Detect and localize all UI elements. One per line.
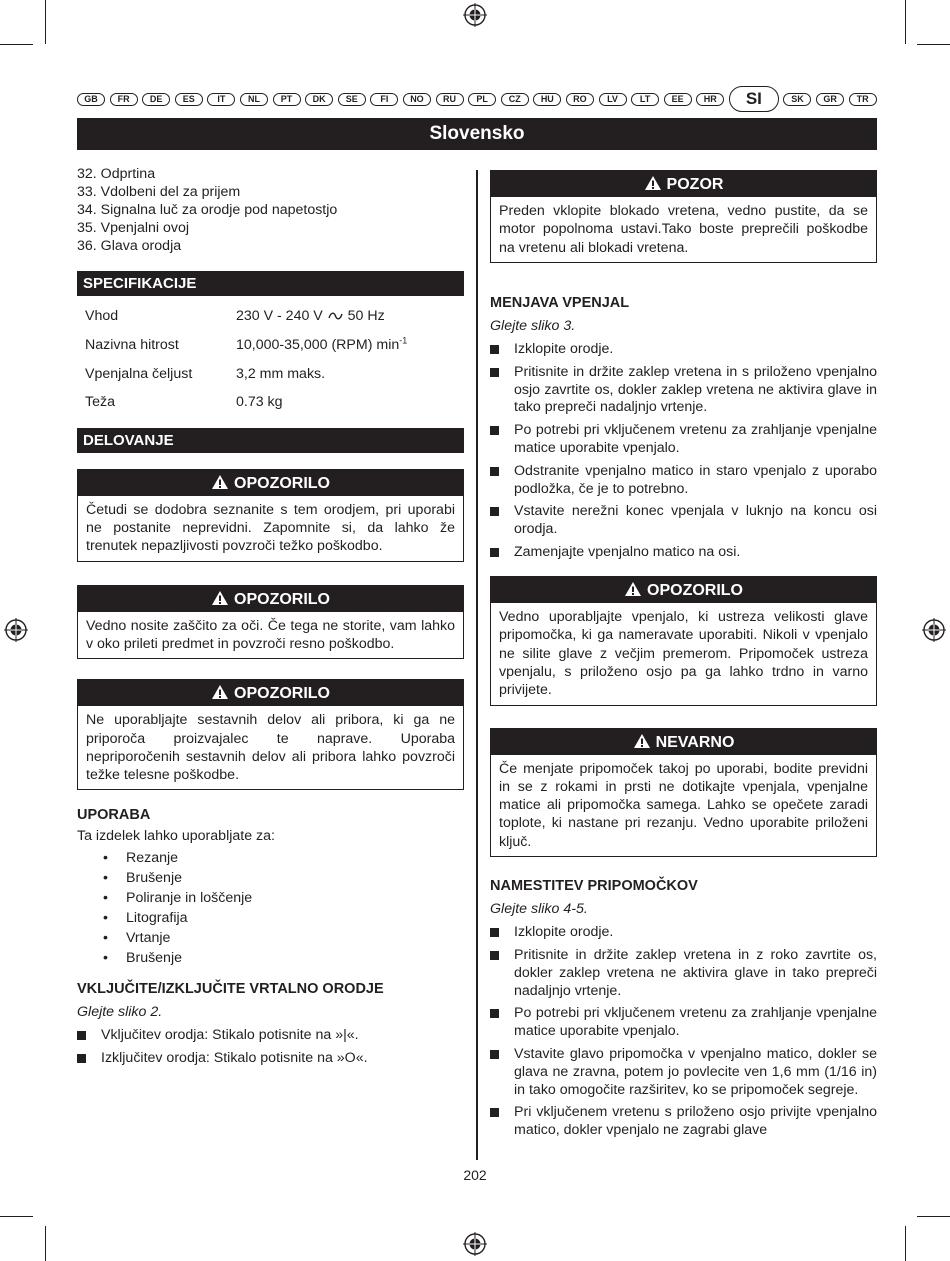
crop-mark [917,44,950,45]
crop-mark [0,44,33,45]
language-ru: RU [436,93,464,106]
language-de: DE [142,93,170,106]
list-item: Izključitev orodja: Stikalo potisnite na »O«. [77,1050,464,1068]
list-item: Izklopite orodje. [490,341,877,359]
spec-label: Vhod [85,308,119,325]
language-ee: EE [664,93,692,106]
figure-reference: Glejte sliko 4-5. [490,901,588,918]
language-fi: FI [370,93,398,106]
list-item: Pri vključenem vretenu s priloženo osjo privijte vpenjalno matico, dokler vpenjalo ne zagrabi glave [490,1104,877,1140]
warning-title: OPOZORILO [78,680,463,706]
warning-triangle-icon [211,684,229,700]
warning-triangle-icon [644,175,662,191]
danger-text: Če menjate pripomoček takoj po uporabi, bodite previdni in se z rokami in prsti ne dotikajte vpenjala, vpenjalne matice ali pripomočka samega. Lahko se opečete zaradi toplote, ki nastane pri rezanju. Vedno uporabite priloženi ključ. [499,760,868,850]
language-tr: TR [849,93,877,106]
crop-mark [45,1226,46,1261]
spec-row [85,359,464,388]
warning-box [77,469,464,562]
list-item: 36. Glava orodja [77,238,182,254]
right-column [490,170,877,1145]
language-si: SI [729,86,779,112]
warning-text: Vedno uporabljajte vpenjalo, ki ustreza velikosti glave pripomočka, ki ga nameravate uporabiti. Nikoli v vpenjalo ne silite glave z večjim premerom. Pripomoček ustreza vpenjalu, s priloženo osjo pa ga lahko trdno in varno privijete. [499,609,868,699]
warning-box [490,576,877,705]
spec-value: 0.73 kg [236,394,283,411]
list-item: • Litografija [103,910,188,927]
switch-heading: VKLJUČITE/IZKLJUČITE VRTALNO ORODJE [77,981,384,998]
list-item: • Vrtanje [103,930,171,947]
list-item: Zamenjajte vpenjalno matico na osi. [490,544,877,562]
collet-steps [490,341,877,562]
language-cz: CZ [501,93,529,106]
language-nl: NL [240,93,268,106]
spec-label: Nazivna hitrost [85,337,179,354]
danger-title: NEVARNO [491,729,876,755]
registration-mark-icon [463,1232,487,1256]
caution-box [490,170,877,263]
list-item: 33. Vdolbeni del za prijem [77,184,241,200]
crop-mark [917,1216,950,1217]
spec-row [85,331,464,360]
list-item: Vključitev orodja: Stikalo potisnite na »|«. [77,1027,464,1045]
page-title: Slovensko [77,118,877,150]
list-item: 35. Vpenjalni ovoj [77,220,190,236]
list-item: 32. Odprtina [77,166,156,182]
parts-list [77,165,464,255]
accessory-heading: NAMESTITEV PRIPOMOČKOV [490,878,698,895]
language-hr: HR [696,93,724,106]
language-lv: LV [599,93,627,106]
crop-mark [45,0,46,44]
warning-text: Četudi se dodobra seznanite s tem orodjem, pri uporabi ne postanite neprevidni. Zapomnite si, da lahko že trenutek nepazljivosti povzroči težko poškodbo. [86,501,455,555]
usage-list [103,849,464,969]
ac-current-icon [328,311,343,321]
language-es: ES [175,93,203,106]
warning-triangle-icon [633,733,651,749]
danger-box [490,728,877,857]
figure-reference: Glejte sliko 2. [77,1004,163,1021]
spec-label: Teža [85,394,115,411]
spec-row [85,388,464,417]
spec-label: Vpenjalna čeljust [85,365,193,382]
language-se: SE [338,93,366,106]
warning-box [77,679,464,790]
page-number: 202 [463,1167,487,1183]
language-gr: GR [816,93,844,106]
language-no: NO [403,93,431,106]
operation-heading: DELOVANJE [77,428,464,453]
language-pt: PT [273,93,301,106]
warning-text: Ne uporabljajte sestavnih delov ali pribora, ki ga ne priporoča proizvajalec te naprave. Uporaba nepriporočenih sestavnih delov ali pribora lahko povzroči težke telesne poškodbe. [86,712,455,784]
spec-value: 3,2 mm maks. [236,365,326,382]
usage-heading: UPORABA [77,807,151,824]
spec-value: 230 V - 240 V 50 Hz [236,308,385,325]
language-lt: LT [631,93,659,106]
registration-mark-icon [4,618,28,642]
warning-title: OPOZORILO [491,577,876,603]
spec-value: 10,000-35,000 (RPM) $\min^{-1}$ [236,335,408,354]
switch-list [77,1027,464,1068]
list-item: • Rezanje [103,850,179,867]
registration-mark-icon [463,3,487,27]
list-item: • Brušenje [103,870,182,887]
figure-reference: Glejte sliko 3. [490,317,576,334]
warning-triangle-icon [211,474,229,490]
list-item: 34. Signalna luč za orodje pod napetostjo [77,202,338,218]
warning-triangle-icon [624,581,642,597]
language-ro: RO [566,93,594,106]
usage-intro: Ta izdelek lahko uporabljate za: [77,828,275,845]
list-item: Po potrebi pri vključenem vretenu za zrahljanje vpenjalne matice uporabite vpenjalo. [490,422,877,458]
crop-mark [905,1226,906,1261]
language-dk: DK [305,93,333,106]
language-pl: PL [468,93,496,106]
crop-mark [0,1216,33,1217]
list-item: Odstranite vpenjalno matico in staro vpenjalo z uporabo podložka, če je to potrebno. [490,463,877,499]
language-fr: FR [110,93,138,106]
caution-text: Preden vklopite blokado vretena, vedno pustite, da se motor popolnoma ustavi.Tako boste preprečili poškodbe na vretenu ali blokadi vretena. [499,203,868,256]
language-hu: HU [533,93,561,106]
accessory-steps [490,924,877,1140]
warning-text: Vedno nosite zaščito za oči. Če tega ne storite, vam lahko v oko prileti predmet in povzroči resno poškodbo. [86,617,455,652]
collet-heading: MENJAVA VPENJAL [490,294,630,311]
column-divider [476,170,478,1160]
crop-mark [905,0,906,44]
warning-triangle-icon [211,590,229,606]
list-item: Vstavite glavo pripomočka v vpenjalno matico, dokler se glava ne zravna, potem jo povlecite ven 1,6 mm (1/16 in) in tako omogočite razširitev, ko se pripomoček segreje. [490,1046,877,1099]
language-gb: GB [77,93,105,106]
left-column [77,165,464,1073]
list-item: • Brušenje [103,950,182,967]
caution-title: POZOR [491,171,876,197]
language-bar [77,86,877,112]
list-item: Pritisnite in držite zaklep vretena in z roko zavrtite os, dokler zaklep vretena ne aktivira glave in tako prepreči nadaljnjo vrtenje. [490,947,877,1000]
warning-title: OPOZORILO [78,470,463,496]
spec-row [85,302,464,331]
list-item: Po potrebi pri vključenem vretenu za zrahljanje vpenjalne matice uporabite vpenjalo. [490,1005,877,1041]
specs-table [85,302,464,417]
list-item: Vstavite nerežni konec vpenjala v luknjo na koncu osi orodja. [490,503,877,539]
language-it: IT [207,93,235,106]
warning-box [77,585,464,660]
list-item: Pritisnite in držite zaklep vretena in s priloženo vpenjalno osjo zavrtite os, dokler zaklep vretena ne aktivira glave in tako prepreči nadaljnjo vrtenje. [490,364,877,417]
specs-heading: SPECIFIKACIJE [77,271,464,296]
list-item: Izklopite orodje. [490,924,877,942]
warning-title: OPOZORILO [78,586,463,612]
list-item: • Poliranje in loščenje [103,890,253,907]
language-sk: SK [783,93,811,106]
registration-mark-icon [922,618,946,642]
